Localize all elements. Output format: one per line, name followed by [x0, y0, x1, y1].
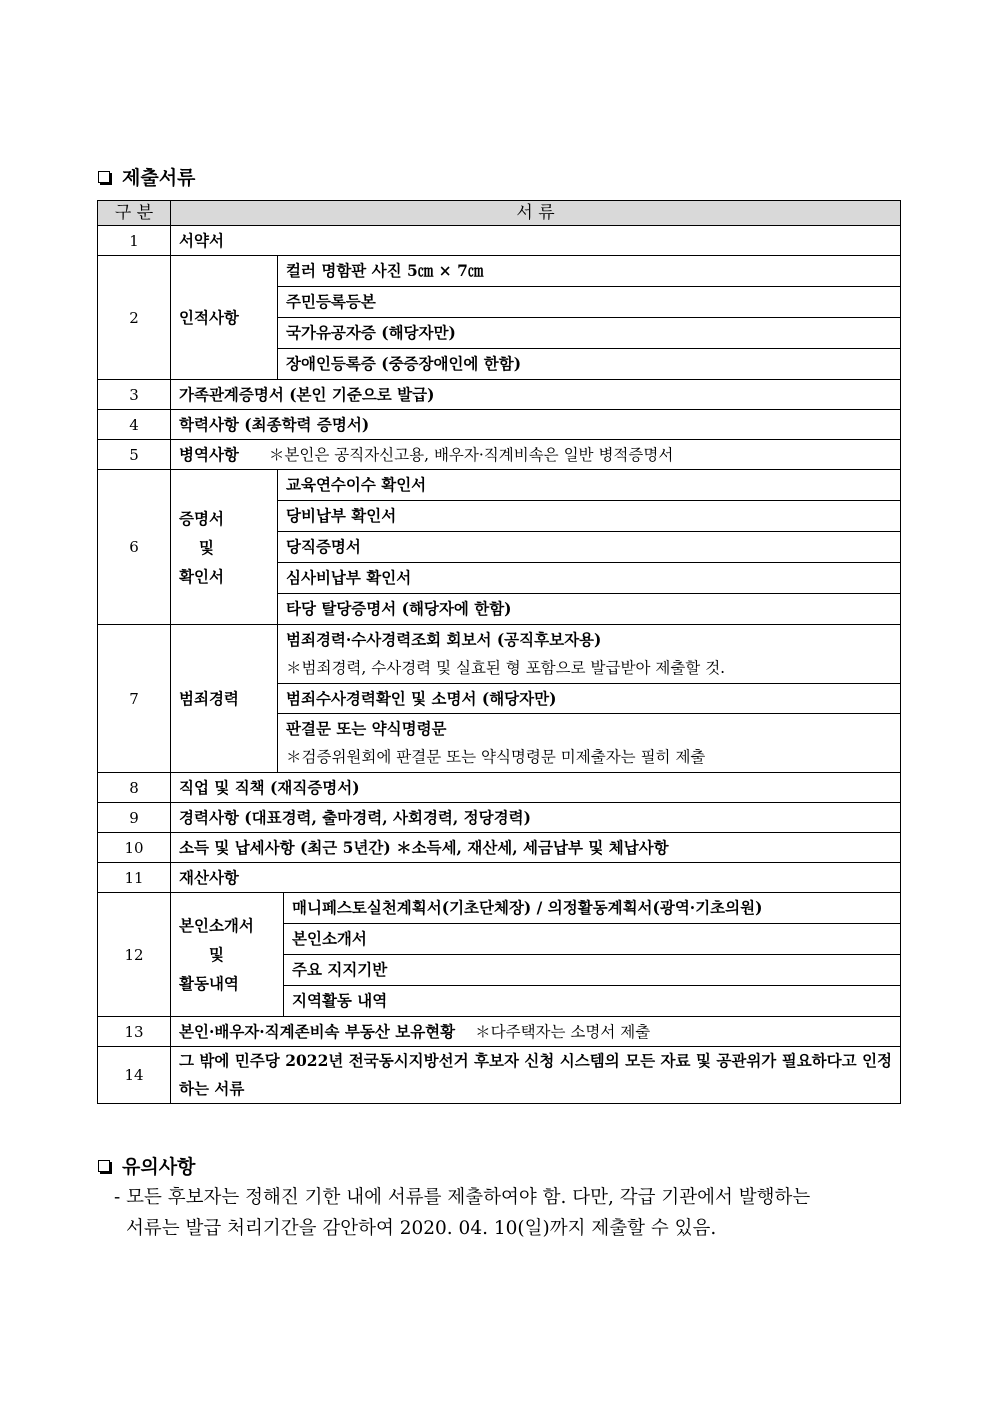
table-row [98, 380, 901, 410]
row-number: 2 [98, 256, 171, 380]
list-item: 지역활동 내역 [284, 986, 901, 1017]
docs-section-heading [98, 163, 195, 190]
row-number: 1 [98, 226, 171, 256]
table-row [98, 773, 901, 803]
list-item: 범죄수사경력확인 및 소명서 (해당자만) [278, 684, 901, 714]
row-text: 경력사항 (대표경력, 출마경력, 사회경력, 정당경력) [171, 803, 901, 833]
row-category [171, 470, 278, 625]
list-item: 본인소개서 [284, 924, 901, 955]
table-row [98, 226, 901, 256]
list-item: 심사비납부 확인서 [278, 563, 901, 594]
header-documents: 서 류 [171, 201, 901, 226]
row-number: 4 [98, 410, 171, 440]
category-line: 및 [199, 537, 214, 557]
list-item: 타당 탈당증명서 (해당자에 한함) [278, 594, 901, 625]
list-item: 당직증명서 [278, 532, 901, 563]
row-number: 13 [98, 1017, 171, 1047]
category-line: 확인서 [179, 566, 224, 586]
list-item: 주민등록등본 [278, 287, 901, 318]
row-text [171, 440, 901, 470]
list-item: 국가유공자증 (해당자만) [278, 318, 901, 349]
table-row [98, 470, 901, 501]
row-number: 10 [98, 833, 171, 863]
row-note: ＊본인은 공직자신고용, 배우자·직계비속은 일반 병적증명서 [268, 445, 674, 464]
table-row [98, 625, 901, 684]
table-row [98, 1017, 901, 1047]
list-item [278, 714, 901, 773]
item-title: 범죄경력·수사경력조회 회보서 (공직후보자용) [286, 630, 602, 649]
item-title: 판결문 또는 약식명령문 [286, 719, 447, 738]
notes-section-heading [98, 1152, 195, 1179]
row-text [171, 1017, 901, 1047]
row-label: 병역사항 [179, 444, 239, 464]
row-note: ＊다주택자는 소명서 제출 [475, 1022, 651, 1041]
list-item: 주요 지지기반 [284, 955, 901, 986]
item-note: ＊범죄경력, 수사경력 및 실효된 형 포함으로 발급받아 제출할 것. [286, 659, 726, 677]
category-line: 및 [209, 945, 224, 964]
row-text: 그 밖에 민주당 2022년 전국동시지방선거 후보자 신청 시스템의 모든 자료 및 공관위가 필요하다고 인정하는 서류 [171, 1047, 901, 1104]
row-number: 5 [98, 440, 171, 470]
row-number: 3 [98, 380, 171, 410]
row-text: 가족관계증명서 (본인 기준으로 발급) [171, 380, 901, 410]
list-item [278, 625, 901, 684]
row-text: 학력사항 (최종학력 증명서) [171, 410, 901, 440]
table-row [98, 410, 901, 440]
category-line: 증명서 [179, 508, 224, 528]
table-row [98, 833, 901, 863]
row-label: 본인·배우자·직계존비속 부동산 보유현황 [179, 1021, 456, 1041]
table-row [98, 893, 901, 924]
documents-table [97, 200, 901, 1104]
notes-heading-text: 유의사항 [122, 1156, 196, 1178]
table-row [98, 803, 901, 833]
table-row [98, 440, 901, 470]
row-number: 9 [98, 803, 171, 833]
checkbox-bullet-icon [98, 1160, 110, 1172]
table-row [98, 256, 901, 287]
row-text: 재산사항 [171, 863, 901, 893]
row-text: 서약서 [171, 226, 901, 256]
docs-heading-text: 제출서류 [122, 167, 196, 189]
row-text: 직업 및 직책 (재직증명서) [171, 773, 901, 803]
notes-body [114, 1182, 902, 1244]
category-line: 본인소개서 [179, 916, 254, 935]
row-category [171, 893, 284, 1017]
list-item: 매니페스토실천계획서(기초단체장) / 의정활동계획서(광역·기초의원) [284, 893, 901, 924]
list-item: 컬러 명함판 사진 5㎝ × 7㎝ [278, 256, 901, 287]
note-line: 서류는 발급 처리기간을 감안하여 2020. 04. 10(일)까지 제출할 수 있음. [126, 1218, 717, 1239]
row-number: 12 [98, 893, 171, 1017]
header-category: 구 분 [98, 201, 171, 226]
row-number: 6 [98, 470, 171, 625]
row-category: 범죄경력 [171, 625, 278, 773]
row-category: 인적사항 [171, 256, 278, 380]
table-header-row [98, 201, 901, 226]
list-item: 장애인등록증 (중증장애인에 한함) [278, 349, 901, 380]
row-number: 8 [98, 773, 171, 803]
checkbox-bullet-icon [98, 171, 110, 183]
row-number: 11 [98, 863, 171, 893]
category-line: 활동내역 [179, 974, 239, 993]
item-note: ＊검증위원회에 판결문 또는 약식명령문 미제출자는 필히 제출 [286, 748, 706, 766]
note-line: - 모든 후보자는 정해진 기한 내에 서류를 제출하여야 함. 다만, 각급 기관에서 발행하는 [114, 1187, 811, 1208]
table-row [98, 1047, 901, 1104]
row-number: 7 [98, 625, 171, 773]
list-item: 당비납부 확인서 [278, 501, 901, 532]
row-text: 소득 및 납세사항 (최근 5년간) ＊소득세, 재산세, 세금납부 및 체납사항 [171, 833, 901, 863]
table-row [98, 863, 901, 893]
list-item: 교육연수이수 확인서 [278, 470, 901, 501]
row-number: 14 [98, 1047, 171, 1104]
